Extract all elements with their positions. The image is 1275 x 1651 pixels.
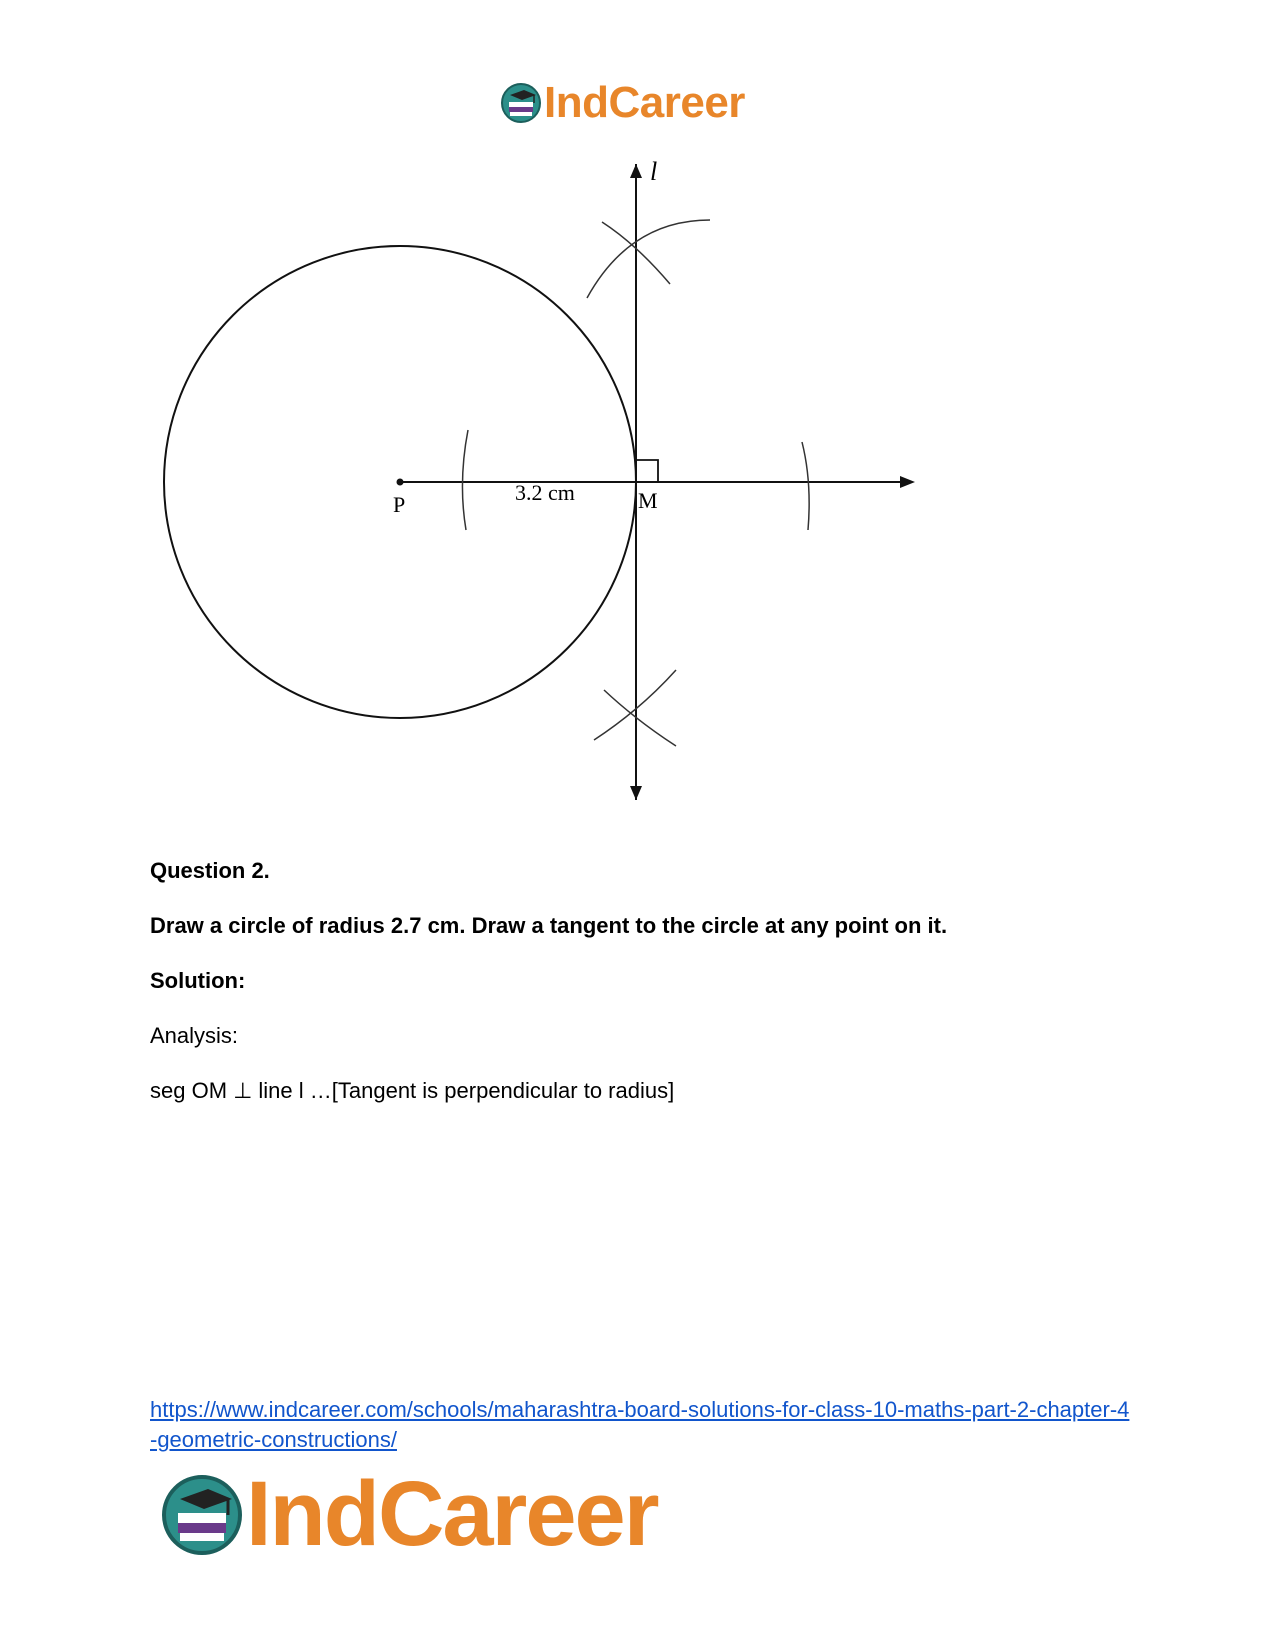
arc-bottom-2: [604, 690, 676, 746]
logo-text: IndCareer: [544, 78, 745, 127]
graduation-books-icon: [500, 82, 542, 124]
question-text: Draw a circle of radius 2.7 cm. Draw a tangent to the circle at any point on it.: [150, 913, 948, 938]
arc-left: [462, 430, 468, 530]
source-link[interactable]: https://www.indcareer.com/schools/maharashtra-board-solutions-for-class-10-maths-part-2-chapter-4-geometric-constructions/: [150, 1397, 1130, 1452]
analysis-text: seg OM ⊥ line l …[Tangent is perpendicular to radius]: [150, 1078, 675, 1103]
line-arrowhead-top: [630, 164, 642, 178]
tangent-point-label: M: [638, 488, 658, 513]
tangent-construction-figure: [0, 150, 1275, 800]
logo-text: IndCareer: [246, 1463, 658, 1565]
ray-arrowhead: [900, 476, 915, 488]
solution-label: Solution:: [150, 968, 246, 993]
right-angle-marker: [636, 460, 658, 482]
center-label: P: [393, 492, 406, 517]
indcareer-logo-bottom: [160, 1462, 658, 1567]
line-label: l: [650, 157, 658, 186]
center-point: [397, 479, 404, 486]
arc-right: [802, 442, 809, 530]
arc-top-1: [587, 220, 710, 298]
radius-label: 3.2 cm: [515, 480, 575, 505]
graduation-books-icon: [160, 1473, 244, 1557]
indcareer-logo-top: [500, 78, 745, 128]
analysis-label: Analysis:: [150, 1023, 239, 1048]
question-title: Question 2.: [150, 858, 270, 883]
line-arrowhead-bottom: [630, 786, 642, 800]
